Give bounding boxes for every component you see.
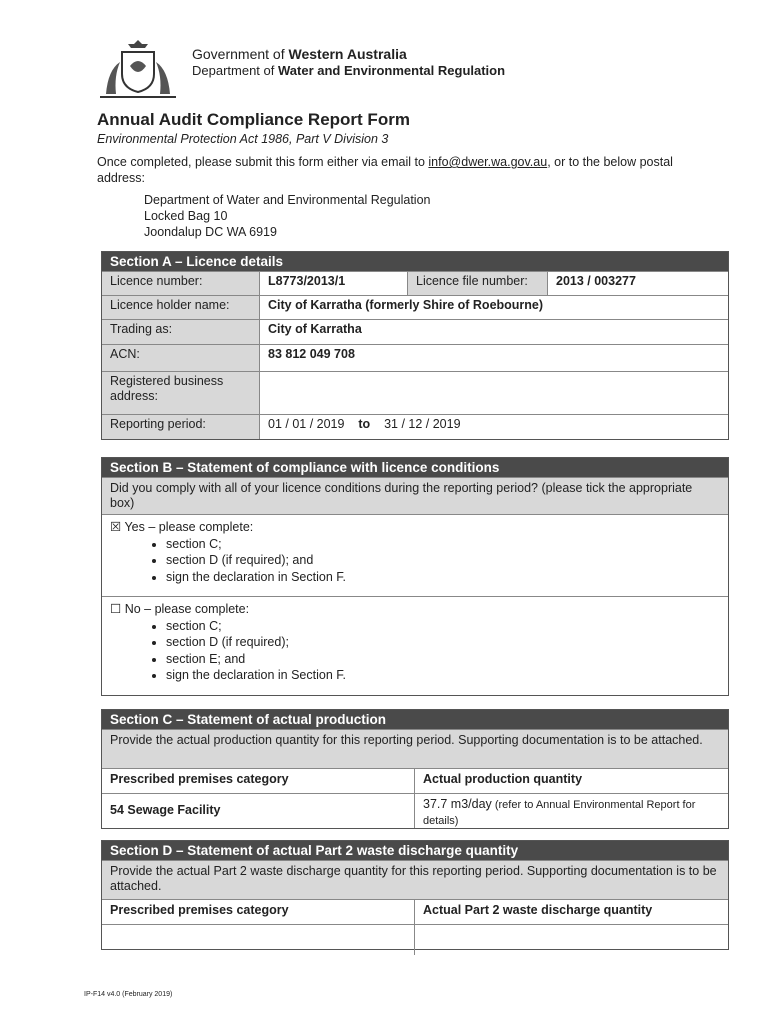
discharge-instruction: Provide the actual Part 2 waste discharge quantity for this reporting period. Supporting documentation is to be attached. [102,860,728,899]
trading-label: Trading as: [102,320,260,344]
licence-number-value: L8773/2013/1 [260,272,408,295]
holder-value: City of Karratha (formerly Shire of Roebourne) [268,298,544,312]
licence-file-label: Licence file number: [408,272,548,295]
section-d [101,840,729,950]
section-c [101,709,729,829]
section-c-heading: Section C – Statement of actual production [102,710,728,729]
discharge-category-header: Prescribed premises category [102,900,415,924]
form-title: Annual Audit Compliance Report Form [97,110,410,129]
production-instruction: Provide the actual production quantity for this reporting period. Supporting documentation is to be attached. [102,729,728,768]
production-header: Actual production quantity [423,772,583,786]
discharge-category-value[interactable] [102,925,415,955]
period-label: Reporting period: [102,415,260,439]
discharge-quantity-value[interactable] [415,925,728,955]
section-b [101,457,729,696]
acn-value: 83 812 049 708 [268,347,355,361]
footer-version: IP-F14 v4.0 (February 2019) [84,991,173,998]
address-value [260,372,728,414]
licence-number-label: Licence number: [102,272,260,295]
no-checkbox[interactable]: ☐ [110,602,122,616]
section-a-heading: Section A – Licence details [102,252,728,271]
holder-label: Licence holder name: [102,296,260,319]
wa-crest-logo [98,36,178,100]
postal-address: Department of Water and Environmental Regulation Locked Bag 10 Joondalup DC WA 6919 [144,193,431,239]
no-option[interactable]: ☐ No – please complete: • section C; • section D (if required); • section E; and • sign the declaration in Section F. [102,596,728,695]
trading-value: City of Karratha [268,322,362,336]
intro-text: Once completed, please submit this form either via email to info@dwer.wa.gov.au, or to the below postal address: [97,155,673,185]
form-subtitle: Environmental Protection Act 1986, Part V Division 3 [97,132,389,146]
category-header: Prescribed premises category [102,769,415,793]
government-name: Government of Western Australia [192,46,407,62]
compliance-question: Did you comply with all of your licence conditions during the reporting period? (please tick the appropriate box) [102,477,728,514]
acn-label: ACN: [102,345,260,371]
discharge-quantity-header: Actual Part 2 waste discharge quantity [423,903,653,917]
period-value: 01 / 01 / 2019 to 31 / 12 / 2019 [268,417,461,431]
section-d-heading: Section D – Statement of actual Part 2 waste discharge quantity [102,841,728,860]
address-label: Registered business address: [102,372,260,414]
section-b-heading: Section B – Statement of compliance with licence conditions [102,458,728,477]
production-value: 37.7 m3/day (refer to Annual Environmental Report for details) [423,797,696,827]
yes-checkbox[interactable]: ☒ [110,520,122,534]
licence-file-value: 2013 / 003277 [556,274,636,288]
department-name: Department of Water and Environmental Regulation [192,63,506,78]
section-a [101,251,729,440]
yes-option[interactable]: ☒ Yes – please complete: • section C; • section D (if required); and • sign the declaration in Section F. [102,514,728,596]
email-link[interactable]: info@dwer.wa.gov.au [428,155,548,169]
category-value: 54 Sewage Facility [102,794,415,828]
